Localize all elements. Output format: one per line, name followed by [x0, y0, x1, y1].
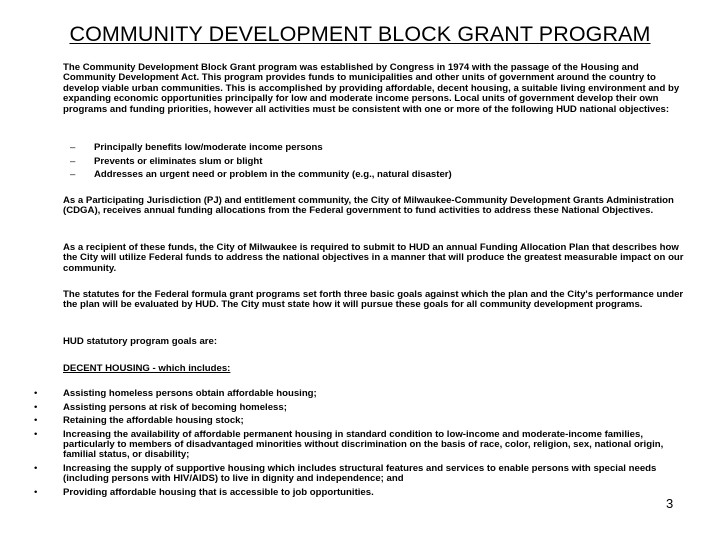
page-number: 3 [666, 496, 674, 511]
bullet-marker: • [34, 388, 38, 399]
recipient-block [63, 243, 689, 274]
bullet-marker: • [34, 486, 38, 498]
bullet-marker: • [34, 415, 38, 426]
intro-paragraph: The Community Development Block Grant program was established by Congress in 1974 with the passage of the Housing and Community Development Act. This program provides funds to municipalities and other units of government around the country to develop viable urban communities. This is accomplished by providing affordable, decent housing, a suitable living environment and by expanding economic opportunities principally for low and moderate income persons. Local units of government develop their own programs and funding priorities, however all activities must be consistent with one or more of the following HUD national objectives: [63, 62, 680, 115]
objective-text: Addresses an urgent need or problem in the community (e.g., natural disaster) [94, 169, 452, 181]
bullet-marker: • [34, 428, 38, 440]
list-item [0, 416, 691, 426]
dash-marker: – [70, 155, 76, 167]
decent-housing-heading: DECENT HOUSING - which includes: [63, 363, 231, 374]
objective-text: Principally benefits low/moderate income persons [94, 142, 323, 153]
list-item-text: Retaining the affordable housing stock; [63, 415, 244, 426]
objective-item [63, 155, 689, 169]
goals-intro-block [63, 337, 689, 347]
objective-text: Prevents or eliminates slum or blight [94, 155, 263, 167]
list-item-text: Assisting homeless persons obtain affordable housing; [63, 388, 317, 399]
page-title: COMMUNITY DEVELOPMENT BLOCK GRANT PROGRAM [69, 22, 651, 46]
list-item [0, 488, 691, 498]
list-item-text: Assisting persons at risk of becoming homeless; [63, 401, 287, 413]
statutes-block [63, 290, 689, 311]
list-item [0, 464, 691, 485]
list-item [0, 389, 691, 399]
pj-paragraph: As a Participating Jurisdiction (PJ) and entitlement community, the City of Milwaukee-Community Development Grants Administration (CDGA), receives annual funding allocations from the Federal government to fund activities to address these National Objectives. [63, 195, 674, 217]
bullet-marker: • [34, 401, 38, 413]
goals-intro: HUD statutory program goals are: [63, 336, 218, 347]
list-item-text: Increasing the supply of supportive housing which includes structural features and services to enable persons with special needs (including persons with HIV/AIDS) to live in dignity and independence; and [63, 462, 657, 485]
list-item-text: Providing affordable housing that is accessible to job opportunities. [63, 486, 374, 498]
objective-item [63, 168, 689, 182]
decent-housing-list [0, 389, 720, 501]
list-item-text: Increasing the availability of affordable permanent housing in standard condition to low-income and moderate-income families, particularly to members of disadvantaged minorities without discrimination on the basis of race, color, religion, sex, national origin, familial status, or disability; [63, 428, 664, 461]
objectives-list [63, 141, 689, 182]
list-item [0, 403, 691, 413]
dash-marker: – [70, 142, 76, 153]
recipient-paragraph: As a recipient of these funds, the City of Milwaukee is required to submit to HUD an annual Funding Allocation Plan that describes how the City will utilize Federal funds to address the national objectives in a manner that will produce the greatest measurable impact on our community. [63, 242, 684, 274]
pj-block [63, 196, 689, 217]
list-item [0, 430, 691, 461]
intro-block [63, 63, 689, 115]
statutes-paragraph: The statutes for the Federal formula grant programs set forth three basic goals against which the plan and the City's performance under the plan will be evaluated by HUD. The City must state how it will pursue these goals for all community development programs. [63, 289, 684, 311]
bullet-marker: • [34, 462, 38, 474]
dash-marker: – [70, 169, 76, 181]
objective-item [63, 141, 689, 155]
